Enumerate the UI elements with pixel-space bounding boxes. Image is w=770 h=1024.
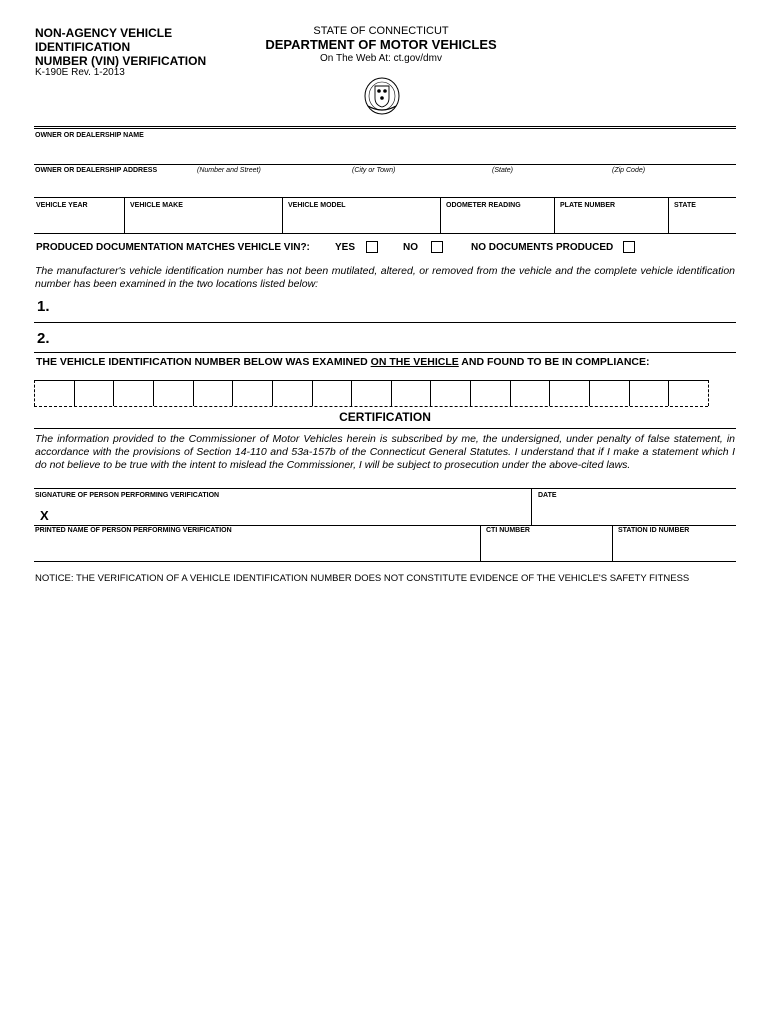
plate-number-label: PLATE NUMBER: [560, 202, 616, 209]
yes-checkbox[interactable]: [366, 241, 378, 253]
location-2-field[interactable]: [60, 330, 736, 350]
vehicle-year-field[interactable]: [34, 212, 124, 232]
divider: [34, 352, 736, 353]
divider: [34, 525, 736, 526]
vin-character-box[interactable]: [431, 381, 469, 405]
plate-state-label: STATE: [674, 202, 696, 209]
yes-label: YES: [335, 242, 356, 253]
vin-character-box[interactable]: [154, 381, 192, 405]
state-name: STATE OF CONNECTICUT: [313, 25, 449, 37]
vin-character-box[interactable]: [392, 381, 430, 405]
owner-name-label: OWNER OR DEALERSHIP NAME: [35, 132, 144, 139]
divider: [34, 233, 736, 234]
cti-number-label: CTI NUMBER: [486, 527, 530, 534]
no-documents-label: NO DOCUMENTS PRODUCED: [471, 242, 614, 253]
vin-character-box[interactable]: [194, 381, 232, 405]
divider: [34, 488, 736, 489]
plate-state-field[interactable]: [669, 212, 736, 232]
no-label: NO: [403, 242, 418, 253]
vin-heading-text: THE VEHICLE IDENTIFICATION NUMBER BELOW WAS EXAMINED: [36, 356, 371, 368]
vin-box-bottom: [34, 406, 708, 407]
state-seal-icon: [362, 76, 402, 116]
location-1-number: 1.: [37, 298, 50, 315]
printed-name-field[interactable]: [34, 538, 479, 560]
safety-notice: NOTICE: THE VERIFICATION OF A VEHICLE IDENTIFICATION NUMBER DOES NOT CONSTITUTE EVIDENCE OF THE VEHICLE'S SAFETY FITNESS: [35, 573, 690, 584]
odometer-reading-field[interactable]: [441, 212, 554, 232]
vin-character-box[interactable]: [233, 381, 271, 405]
vin-character-box[interactable]: [273, 381, 311, 405]
divider: [34, 164, 736, 165]
address-city-sublabel: (City or Town): [352, 167, 396, 174]
form-title-line: IDENTIFICATION: [35, 40, 131, 54]
location-2-number: 2.: [37, 330, 50, 347]
certification-text: The information provided to the Commissioner of Motor Vehicles herein is subscribed by me, the undersigned, under penalty of false statement, in accordance with the provisions of Section 14-110 and 53a-157b of the Connecticut General Statutes. I understand that if I make a statement which I do not believe to be true with the intent to mislead the Commissioner, I will be subject to prosecution under the above-cited laws.: [35, 433, 735, 471]
vehicle-make-label: VEHICLE MAKE: [130, 202, 183, 209]
vehicle-model-field[interactable]: [283, 212, 440, 232]
divider: [34, 428, 736, 429]
vin-character-box[interactable]: [352, 381, 390, 405]
top-rule: [34, 126, 736, 127]
signature-field[interactable]: [56, 502, 530, 524]
examination-statement: The manufacturer's vehicle identification number has not been mutilated, altered, or removed from the vehicle and the complete vehicle identification number has been examined in the two locations listed below:: [35, 265, 735, 290]
owner-name-field[interactable]: [34, 140, 736, 162]
form-title-line: NUMBER (VIN) VERIFICATION: [35, 54, 207, 68]
vin-heading-text: AND FOUND TO BE IN COMPLIANCE:: [458, 356, 650, 368]
address-state-sublabel: (State): [492, 167, 514, 174]
odometer-reading-label: ODOMETER READING: [446, 202, 521, 209]
top-rule: [34, 128, 736, 129]
no-checkbox[interactable]: [431, 241, 443, 253]
date-label: DATE: [538, 492, 557, 499]
signature-x-mark: X: [40, 508, 49, 523]
vin-box-divider: [708, 380, 709, 406]
owner-address-field[interactable]: [34, 176, 736, 196]
vehicle-year-label: VEHICLE YEAR: [36, 202, 88, 209]
divider: [531, 488, 532, 525]
no-documents-checkbox[interactable]: [623, 241, 635, 253]
vin-character-box[interactable]: [590, 381, 628, 405]
address-street-sublabel: (Number and Street): [197, 167, 261, 174]
cti-number-field[interactable]: [481, 538, 611, 560]
vin-character-box[interactable]: [114, 381, 152, 405]
vin-heading-underlined: ON THE VEHICLE: [370, 356, 459, 368]
vin-character-box[interactable]: [35, 381, 73, 405]
location-1-field[interactable]: [60, 298, 736, 318]
website-text: On The Web At: ct.gov/dmv: [320, 53, 442, 64]
divider: [34, 561, 736, 562]
station-id-label: STATION ID NUMBER: [618, 527, 690, 534]
owner-address-label: OWNER OR DEALERSHIP ADDRESS: [35, 167, 158, 174]
vehicle-make-field[interactable]: [125, 212, 282, 232]
vin-character-box[interactable]: [669, 381, 707, 405]
plate-number-field[interactable]: [555, 212, 668, 232]
vin-character-box[interactable]: [630, 381, 668, 405]
vin-character-box[interactable]: [511, 381, 549, 405]
divider: [34, 197, 736, 198]
vehicle-model-label: VEHICLE MODEL: [288, 202, 346, 209]
signature-label: SIGNATURE OF PERSON PERFORMING VERIFICATION: [35, 492, 220, 499]
station-id-field[interactable]: [613, 538, 736, 560]
department-name: DEPARTMENT OF MOTOR VEHICLES: [265, 37, 497, 52]
address-zip-sublabel: (Zip Code): [612, 167, 646, 174]
vin-character-box[interactable]: [471, 381, 509, 405]
form-title-line: NON-AGENCY VEHICLE: [35, 26, 173, 40]
vin-compliance-heading: [36, 356, 650, 368]
divider: [34, 322, 736, 323]
certification-title: CERTIFICATION: [339, 410, 431, 424]
vin-character-box[interactable]: [75, 381, 113, 405]
form-title: [35, 26, 235, 68]
vin-character-box[interactable]: [550, 381, 588, 405]
documentation-question: PRODUCED DOCUMENTATION MATCHES VEHICLE VIN?:: [36, 242, 310, 253]
date-field[interactable]: [533, 502, 736, 524]
form-number: K-190E Rev. 1-2013: [35, 67, 125, 78]
printed-name-label: PRINTED NAME OF PERSON PERFORMING VERIFICATION: [35, 527, 232, 534]
vin-character-box[interactable]: [313, 381, 351, 405]
